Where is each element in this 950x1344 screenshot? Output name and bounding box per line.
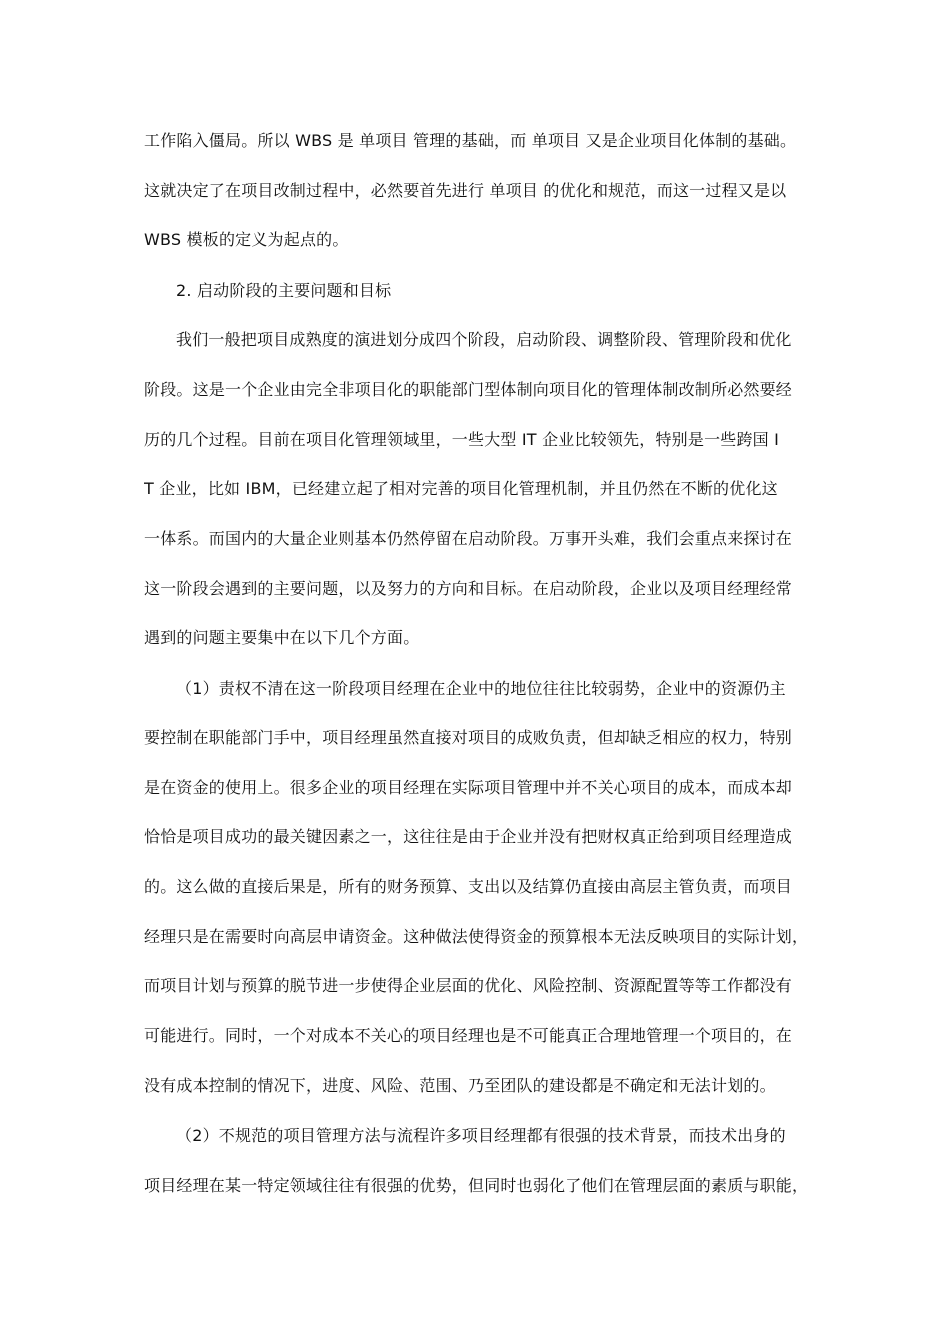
- paragraph-line: 遇到的问题主要集中在以下几个方面。: [144, 628, 420, 647]
- paragraph-line: 工作陷入僵局。所以 WBS 是 单项目 管理的基础，而 单项目 又是企业项目化体制的基础。: [144, 131, 797, 150]
- paragraph-line: 这一阶段会遇到的主要问题，以及努力的方向和目标。在启动阶段，企业以及项目经理经常: [144, 579, 793, 598]
- paragraph-line: 恰恰是项目成功的最关键因素之一，这往往是由于企业并没有把财权真正给到项目经理造成: [144, 827, 793, 846]
- paragraph-line: 我们一般把项目成熟度的演进划分成四个阶段，启动阶段、调整阶段、管理阶段和优化: [176, 330, 792, 349]
- paragraph-line: 经理只是在需要时向高层申请资金。这种做法使得资金的预算根本无法反映项目的实际计划，: [144, 927, 809, 946]
- paragraph-line: （2）不规范的项目管理方法与流程许多项目经理都有很强的技术背景，而技术出身的: [176, 1126, 786, 1145]
- paragraph-line: 一体系。而国内的大量企业则基本仍然停留在启动阶段。万事开头难，我们会重点来探讨在: [144, 529, 793, 548]
- paragraph-line: 的。这么做的直接后果是，所有的财务预算、支出以及结算仍直接由高层主管负责，而项目: [144, 877, 793, 896]
- section-heading: 2. 启动阶段的主要问题和目标: [176, 281, 392, 300]
- paragraph-line: WBS 模板的定义为起点的。: [144, 230, 349, 249]
- paragraph-line: 可能进行。同时，一个对成本不关心的项目经理也是不可能真正合理地管理一个项目的，在: [144, 1026, 793, 1045]
- paragraph-line: 没有成本控制的情况下，进度、风险、范围、乃至团队的建设都是不确定和无法计划的。: [144, 1076, 776, 1095]
- paragraph-line: 是在资金的使用上。很多企业的项目经理在实际项目管理中并不关心项目的成本，而成本却: [144, 778, 793, 797]
- paragraph-line: 这就决定了在项目改制过程中，必然要首先进行 单项目 的优化和规范，而这一过程又是以: [144, 181, 787, 200]
- paragraph-line: 要控制在职能部门手中，项目经理虽然直接对项目的成败负责，但却缺乏相应的权力，特别: [144, 728, 793, 747]
- paragraph-line: T 企业，比如 IBM，已经建立起了相对完善的项目化管理机制，并且仍然在不断的优化这: [144, 479, 778, 498]
- paragraph-line: 而项目计划与预算的脱节进一步使得企业层面的优化、风险控制、资源配置等等工作都没有: [144, 976, 793, 995]
- paragraph-line: 历的几个过程。目前在项目化管理领域里，一些大型 IT 企业比较领先，特别是一些跨国 I: [144, 430, 780, 449]
- paragraph-line: 阶段。这是一个企业由完全非项目化的职能部门型体制向项目化的管理体制改制所必然要经: [144, 380, 793, 399]
- paragraph-line: （1）责权不清在这一阶段项目经理在企业中的地位往往比较弱势，企业中的资源仍主: [176, 679, 786, 698]
- paragraph-line: 项目经理在某一特定领域往往有很强的优势，但同时也弱化了他们在管理层面的素质与职能，: [144, 1176, 809, 1195]
